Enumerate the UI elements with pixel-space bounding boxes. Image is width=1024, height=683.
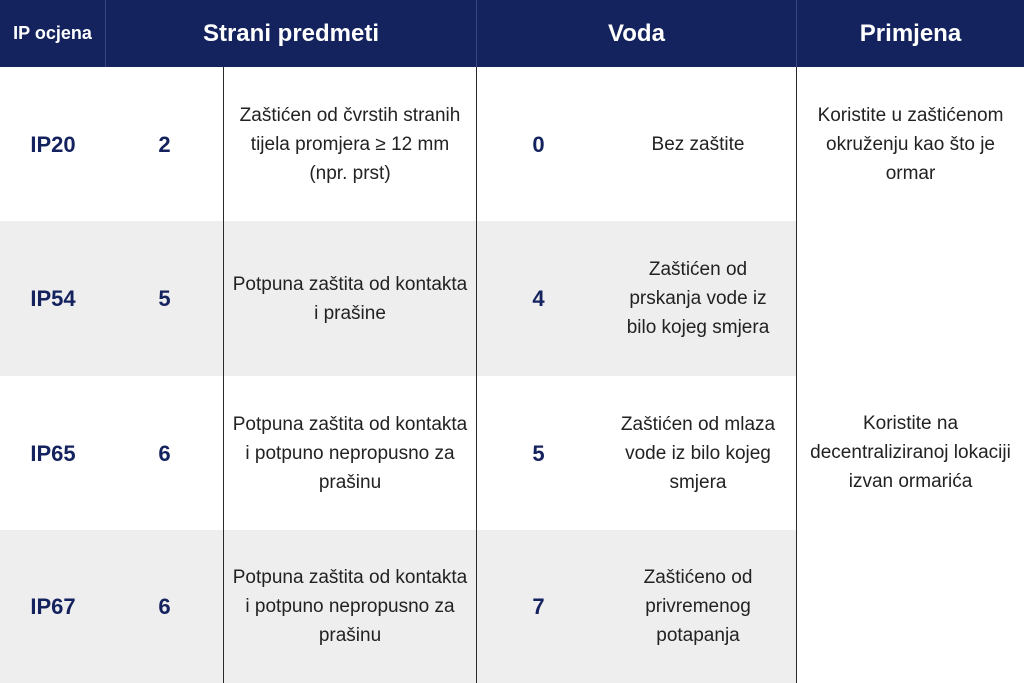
solid-description: Potpuna zaštita od kontakta i prašine — [224, 221, 477, 376]
water-digit: 4 — [477, 221, 600, 376]
header-application: Primjena — [797, 0, 1024, 67]
water-description: Zaštićen od prskanja vode iz bilo kojeg smjera — [600, 221, 797, 376]
water-digit: 7 — [477, 530, 600, 683]
solid-digit: 6 — [106, 376, 224, 530]
solid-description: Potpuna zaštita od kontakta i potpuno nepropusno za prašinu — [224, 376, 477, 530]
solid-description: Potpuna zaštita od kontakta i potpuno nepropusno za prašinu — [224, 530, 477, 683]
header-ip-rating: IP ocjena — [0, 0, 106, 67]
ip-code: IP20 — [0, 67, 106, 221]
ip-code: IP67 — [0, 530, 106, 683]
header-solids: Strani predmeti — [106, 0, 477, 67]
solid-description: Zaštićen od čvrstih stranih tijela promjera ≥ 12 mm (npr. prst) — [224, 67, 477, 221]
ip-code: IP65 — [0, 376, 106, 530]
water-digit: 0 — [477, 67, 600, 221]
water-digit: 5 — [477, 376, 600, 530]
ip-code: IP54 — [0, 221, 106, 376]
water-description: Bez zaštite — [600, 67, 797, 221]
water-description: Zaštićen od mlaza vode iz bilo kojeg smjera — [600, 376, 797, 530]
water-description: Zaštićeno od privremenog potapanja — [600, 530, 797, 683]
application-description-merged: Koristite na decentraliziranoj lokaciji izvan ormarića — [797, 221, 1024, 683]
solid-digit: 6 — [106, 530, 224, 683]
application-description: Koristite u zaštićenom okruženju kao što je ormar — [797, 67, 1024, 221]
solid-digit: 2 — [106, 67, 224, 221]
header-water: Voda — [477, 0, 797, 67]
solid-digit: 5 — [106, 221, 224, 376]
